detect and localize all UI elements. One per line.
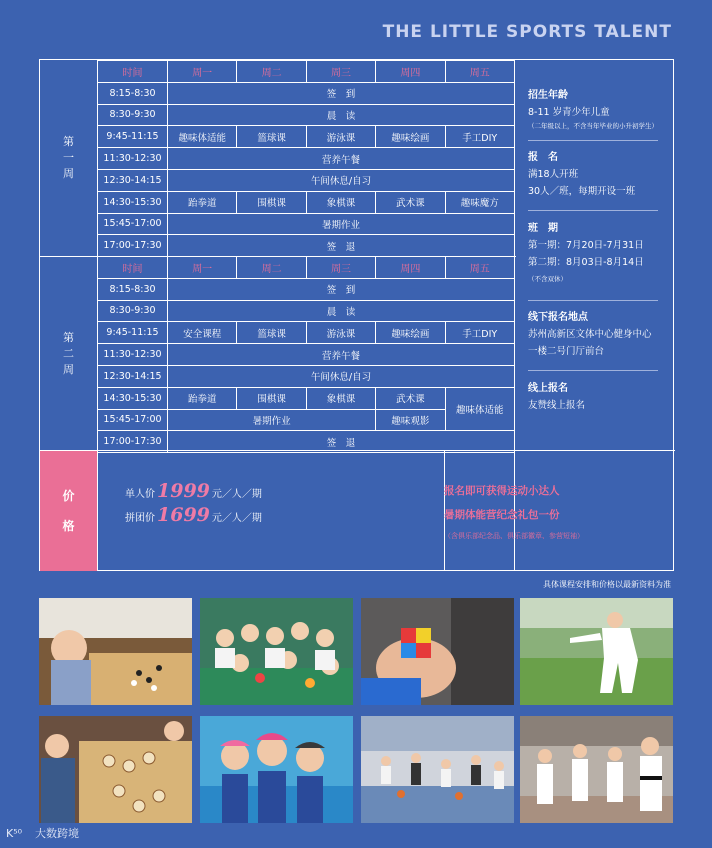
signup-line1: 满18人开班 bbox=[528, 169, 579, 180]
schedule-row bbox=[98, 148, 515, 170]
time-cell: 12:30-14:15 bbox=[98, 169, 168, 191]
activity-cell: 象棋课 bbox=[306, 387, 375, 409]
time-cell: 15:45-17:00 bbox=[98, 213, 168, 235]
activity-cell: 游泳课 bbox=[306, 322, 375, 344]
activity-cell: 象棋课 bbox=[306, 191, 375, 213]
price-label: 价 格 bbox=[40, 451, 97, 571]
header-day: 周五 bbox=[445, 257, 514, 279]
rubiks-cube-photo bbox=[361, 598, 514, 705]
time-cell: 8:15-8:30 bbox=[98, 82, 168, 104]
header-day: 周三 bbox=[306, 61, 375, 83]
activity-cell: 趣味体适能 bbox=[168, 126, 237, 148]
activity-cell: 趣味绘画 bbox=[376, 322, 445, 344]
activity-cell: 跆拳道 bbox=[168, 191, 237, 213]
schedule-row bbox=[98, 126, 515, 148]
header-day: 周三 bbox=[306, 257, 375, 279]
watermark-logo: K⁵⁰ 大数跨境 bbox=[6, 827, 79, 840]
info-panel bbox=[516, 60, 673, 450]
svg-text:K⁵⁰: K⁵⁰ bbox=[6, 827, 23, 840]
activity-cell: 签 到 bbox=[168, 278, 515, 300]
time-cell: 8:30-9:30 bbox=[98, 104, 168, 126]
group-kids-photo bbox=[200, 598, 353, 705]
schedule-row bbox=[98, 365, 515, 387]
activity-cell: 签 退 bbox=[168, 235, 515, 257]
activity-cell: 围棋课 bbox=[237, 387, 306, 409]
schedule-row bbox=[98, 235, 515, 257]
week1-schedule-table bbox=[97, 60, 515, 257]
online-line1: 友赞线上报名 bbox=[528, 400, 586, 411]
activity-cell: 暑期作业 bbox=[168, 213, 515, 235]
age-title: 招生年龄 bbox=[528, 90, 568, 101]
activity-cell: 武术课 bbox=[376, 387, 445, 409]
activity-cell: 趣味绘画 bbox=[376, 126, 445, 148]
activity-cell: 暑期作业 bbox=[168, 409, 376, 431]
watermark-icon bbox=[6, 826, 32, 840]
martial-arts-photo bbox=[520, 598, 673, 705]
time-cell: 14:30-15:30 bbox=[98, 191, 168, 213]
activity-cell: 武术课 bbox=[376, 191, 445, 213]
schedule-row bbox=[98, 387, 515, 409]
signup-line2: 30人／班，每期开设一班 bbox=[528, 186, 636, 197]
schedule-row bbox=[98, 104, 515, 126]
header-day: 周一 bbox=[168, 61, 237, 83]
activity-cell: 午间休息/自习 bbox=[168, 365, 515, 387]
page-title: THE LITTLE SPORTS TALENT bbox=[382, 22, 672, 42]
online-title: 线上报名 bbox=[528, 383, 568, 394]
offline-line1: 苏州高新区文体中心健身中心 bbox=[528, 329, 652, 340]
activity-cell: 签 退 bbox=[168, 431, 515, 453]
age-note: （二年级以上，不含当年毕业的小升初学生） bbox=[528, 122, 658, 130]
signup-title: 报 名 bbox=[528, 152, 558, 163]
activity-cell: 趣味魔方 bbox=[445, 191, 514, 213]
activity-cell: 营养午餐 bbox=[168, 344, 515, 366]
schedule-header-row bbox=[98, 61, 515, 83]
time-cell: 9:45-11:15 bbox=[98, 322, 168, 344]
time-cell: 17:00-17:30 bbox=[98, 431, 168, 453]
time-cell: 9:45-11:15 bbox=[98, 126, 168, 148]
header-day: 周二 bbox=[237, 61, 306, 83]
activity-cell: 篮球课 bbox=[237, 126, 306, 148]
activity-cell: 跆拳道 bbox=[168, 387, 237, 409]
activity-cell: 围棋课 bbox=[237, 191, 306, 213]
period-line1: 第一期：7月20日-7月31日 bbox=[528, 240, 644, 251]
header-time: 时间 bbox=[98, 257, 168, 279]
activity-cell: 趣味观影 bbox=[376, 409, 445, 431]
chinese-chess-photo bbox=[39, 716, 192, 823]
time-cell: 15:45-17:00 bbox=[98, 409, 168, 431]
schedule-row bbox=[98, 191, 515, 213]
header-day: 周二 bbox=[237, 257, 306, 279]
period-note: （不含双休） bbox=[528, 275, 567, 283]
period-line2: 第二期：8月03日-8月14日 bbox=[528, 257, 644, 268]
schedule-row bbox=[98, 322, 515, 344]
header-time: 时间 bbox=[98, 61, 168, 83]
schedule-header-row bbox=[98, 257, 515, 279]
time-cell: 17:00-17:30 bbox=[98, 235, 168, 257]
disclaimer-note: 具体课程安排和价格以最新资料为准 bbox=[543, 580, 671, 589]
basketball-photo bbox=[361, 716, 514, 823]
price-area bbox=[125, 480, 262, 528]
week2-label: 第二周 bbox=[63, 331, 74, 376]
header-day: 周一 bbox=[168, 257, 237, 279]
activity-cell: 安全课程 bbox=[168, 322, 237, 344]
go-game-photo bbox=[39, 598, 192, 705]
swimming-kids-photo bbox=[200, 716, 353, 823]
schedule-row bbox=[98, 344, 515, 366]
offline-line2: 一楼二号门厅前台 bbox=[528, 346, 605, 357]
time-cell: 8:15-8:30 bbox=[98, 278, 168, 300]
header-day: 周四 bbox=[376, 257, 445, 279]
group-price: 拼团价 1699 元／人／期 bbox=[125, 504, 262, 526]
schedule-row bbox=[98, 169, 515, 191]
time-cell: 11:30-12:30 bbox=[98, 148, 168, 170]
time-cell: 8:30-9:30 bbox=[98, 300, 168, 322]
activity-cell: 篮球课 bbox=[237, 322, 306, 344]
activity-cell: 手工DIY bbox=[445, 322, 514, 344]
time-cell: 11:30-12:30 bbox=[98, 344, 168, 366]
activity-cell: 午间休息/自习 bbox=[168, 169, 515, 191]
single-price: 单人价 1999 元／人／期 bbox=[125, 480, 262, 502]
offline-title: 线下报名地点 bbox=[528, 312, 588, 323]
activity-cell: 趣味体适能 bbox=[445, 387, 514, 431]
schedule-frame bbox=[39, 59, 674, 571]
time-cell: 12:30-14:15 bbox=[98, 365, 168, 387]
schedule-row bbox=[98, 300, 515, 322]
period-title: 班 期 bbox=[528, 223, 558, 234]
promo-text: 报名即可获得运动小达人 暑期体能营纪念礼包一份 （含俱乐部纪念品、俱乐部徽章、参营短袖） bbox=[444, 485, 584, 540]
header-day: 周四 bbox=[376, 61, 445, 83]
activity-cell: 签 到 bbox=[168, 82, 515, 104]
activity-cell: 营养午餐 bbox=[168, 148, 515, 170]
activity-cell: 手工DIY bbox=[445, 126, 514, 148]
week2-schedule-table bbox=[97, 256, 515, 453]
activity-cell: 晨 读 bbox=[168, 300, 515, 322]
activity-cell: 晨 读 bbox=[168, 104, 515, 126]
time-cell: 14:30-15:30 bbox=[98, 387, 168, 409]
taekwondo-photo bbox=[520, 716, 673, 823]
header-day: 周五 bbox=[445, 61, 514, 83]
week1-label: 第一周 bbox=[63, 135, 74, 180]
activity-cell: 游泳课 bbox=[306, 126, 375, 148]
age-value: 8-11 岁青少年儿童 bbox=[528, 107, 610, 118]
schedule-row bbox=[98, 213, 515, 235]
schedule-row bbox=[98, 278, 515, 300]
schedule-row bbox=[98, 82, 515, 104]
